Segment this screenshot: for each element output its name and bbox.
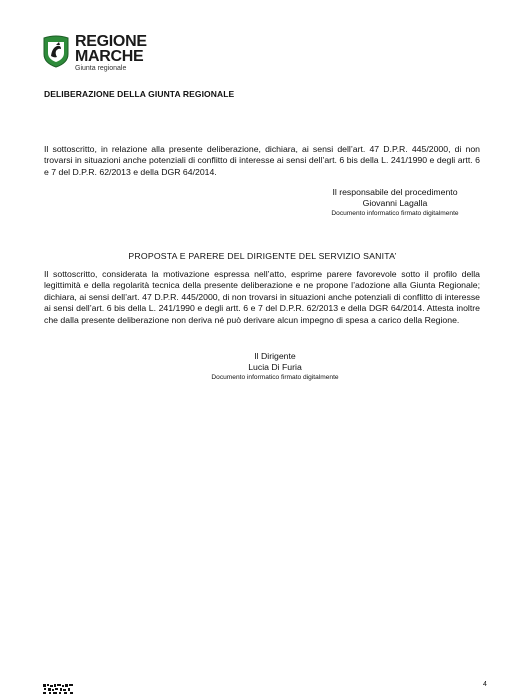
signature-name: Lucia Di Furia [248, 362, 302, 372]
signature-block-1 [300, 187, 490, 219]
logo-line-marche: MARCHE [75, 48, 144, 65]
barcode-icon [43, 684, 73, 694]
logo-subtitle: Giunta regionale [75, 65, 127, 72]
signature-block-2 [180, 351, 370, 383]
document-heading: DELIBERAZIONE DELLA GIUNTA REGIONALE [44, 89, 235, 99]
signature-role: Il Dirigente [254, 351, 296, 361]
signature-note: Documento informatico firmato digitalmente [331, 210, 459, 217]
signature-name: Giovanni Lagalla [362, 198, 428, 208]
regione-marche-logo [42, 34, 147, 72]
signature-role: Il responsabile del procedimento [332, 187, 458, 197]
declaration-paragraph-1: Il sottoscritto, in relazione alla presente deliberazione, dichiara, ai sensi dell’art. 47 D.P.R. 445/2000, di non trovarsi in situazioni anche potenziali di conflitto di interesse ai sensi dell’art. 6 bis della L. 241/1990 e degli artt. 6 e 7 del D.P.R. 62/2013 e della DGR 64/2014. [44, 144, 480, 177]
section-title: PROPOSTA E PARERE DEL DIRIGENTE DEL SERVIZIO SANITA’ [128, 251, 397, 261]
declaration-paragraph-2: Il sottoscritto, considerata la motivazione espressa nell’atto, esprime parere favorevole sotto il profilo della legittimità e della regolarità tecnica della presente deliberazione e ne propone l’adozione alla Giunta Regionale; dichiara, ai sensi dell’art. 47 D.P.R. 445/2000, di non trovarsi in situazioni anche potenziali di conflitto di interesse ai sensi dell’art. 6 bis della L. 241/1990 e degli artt. 6 e 7 del D.P.R. 62/2013 e della DGR 64/2014. Attesta inoltre che dalla presente deliberazione non deriva né può derivare alcun impegno di spesa a carico della Regione. [44, 269, 480, 325]
logo-line-regione: REGIONE [75, 33, 147, 50]
regione-marche-emblem-icon [42, 34, 70, 68]
signature-note: Documento informatico firmato digitalmente [211, 374, 339, 381]
page-number: 4 [483, 681, 487, 688]
